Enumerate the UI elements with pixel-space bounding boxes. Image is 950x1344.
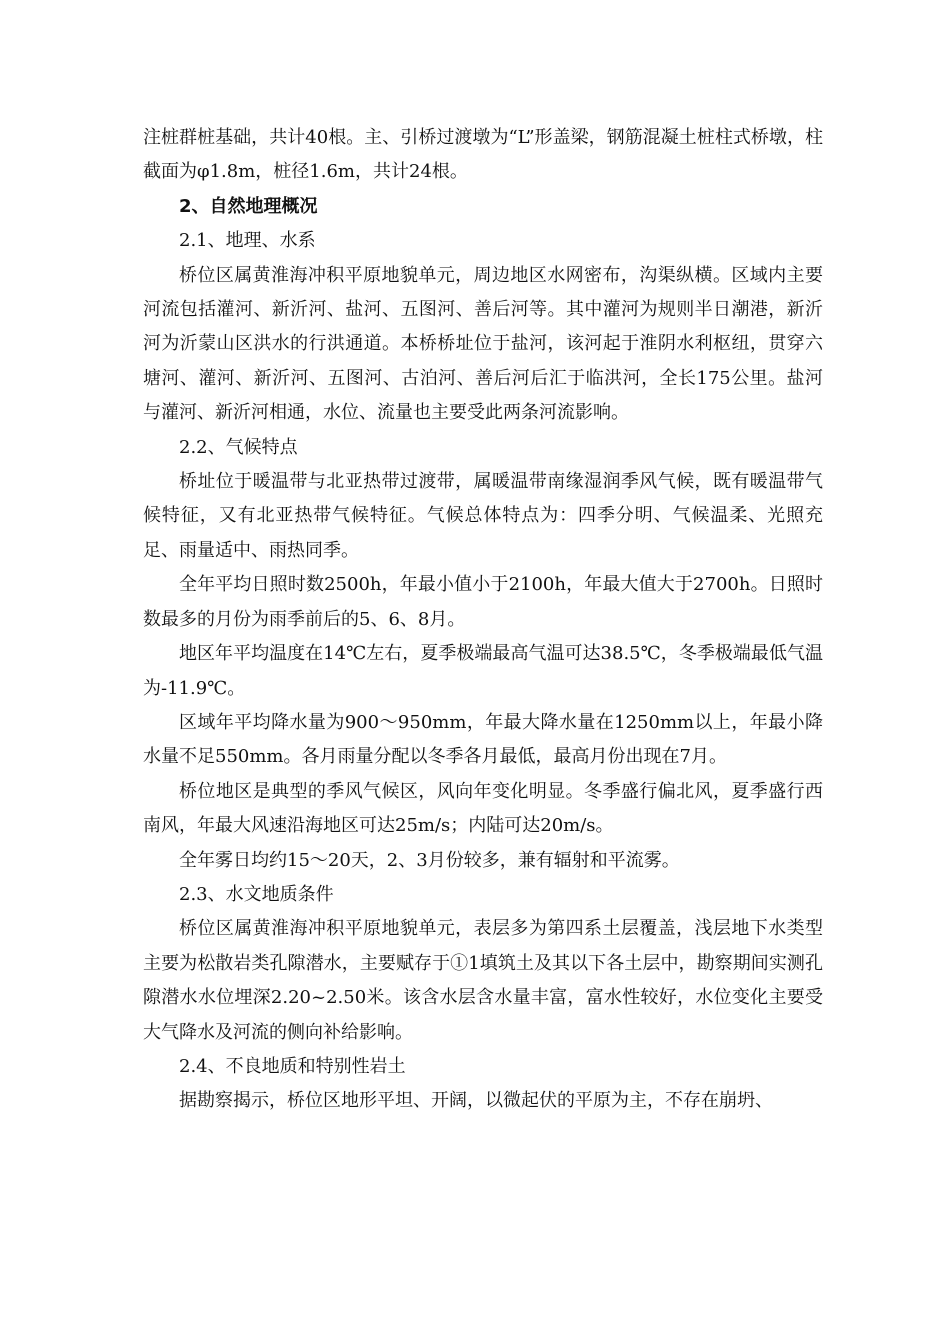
paragraph-fog: 全年雾日均约15～20天，2、3月份较多，兼有辐射和平流雾。 xyxy=(179,849,680,871)
subsection-heading-hydrogeology: 2.3、水文地质条件 xyxy=(179,883,334,905)
paragraph-temperature: 地区年平均温度在14℃左右，夏季极端最高气温可达38.5℃，冬季极端最低气温为-11.9℃。 xyxy=(143,643,823,699)
paragraph-wind: 桥位地区是典型的季风气候区，风向年变化明显。冬季盛行偏北风，夏季盛行西南风，年最大风速沿海地区可达25m/s；内陆可达20m/s。 xyxy=(143,780,823,837)
paragraph-sunshine: 全年平均日照时数2500h，年最小值小于2100h，年最大值大于2700h。日照时数最多的月份为雨季前后的5、6、8月。 xyxy=(143,574,823,630)
subsection-heading-geography-water: 2.1、地理、水系 xyxy=(179,230,316,252)
subsection-heading-adverse-geology: 2.4、不良地质和特别性岩土 xyxy=(179,1055,406,1077)
paragraph-climate-overview: 桥址位于暖温带与北亚热带过渡带，属暖温带南缘湿润季风气候，既有暖温带气候特征，又有北亚热带气候特征。气候总体特点为：四季分明、气候温柔、光照充足、雨量适中、雨热同季。 xyxy=(143,471,823,561)
paragraph-adverse-geology: 据勘察揭示，桥位区地形平坦、开阔，以微起伏的平原为主，不存在崩坍、 xyxy=(179,1090,773,1112)
paragraph-hydrogeology: 桥位区属黄淮海冲积平原地貌单元，表层多为第四系土层覆盖，浅层地下水类型主要为松散岩类孔隙潜水，主要赋存于①1填筑土及其以下各土层中，勘察期间实测孔隙潜水水位埋深2.20~2.50米。该含水层含水量丰富，富水性较好，水位变化主要受大气降水及河流的侧向补给影响。 xyxy=(143,918,823,1043)
paragraph-geography-water: 桥位区属黄淮海冲积平原地貌单元，周边地区水网密布，沟渠纵横。区域内主要河流包括灌河、新沂河、盐河、五图河、善后河等。其中灌河为规则半日潮港，新沂河为沂蒙山区洪水的行洪通道。本桥桥址位于盐河，该河起于淮阴水利枢纽，贯穿六塘河、灌河、新沂河、五图河、古泊河、善后河后汇于临洪河，全长175公里。盐河与灌河、新沂河相通，水位、流量也主要受此两条河流影响。 xyxy=(143,264,823,424)
paragraph-precipitation: 区域年平均降水量为900～950mm，年最大降水量在1250mm以上，年最小降水量不足550mm。各月雨量分配以冬季各月最低，最高月份出现在7月。 xyxy=(143,711,823,768)
subsection-heading-climate: 2.2、气候特点 xyxy=(179,436,298,458)
paragraph-pile-foundation: 注桩群桩基础，共计40根。主、引桥过渡墩为“L”形盖梁，钢筋混凝土桩柱式桥墩，柱截面为φ1.8m，桩径1.6m，共计24根。 xyxy=(143,127,823,183)
document-page xyxy=(143,121,823,1119)
section-heading-natural-geography: 2、自然地理概况 xyxy=(179,195,318,217)
